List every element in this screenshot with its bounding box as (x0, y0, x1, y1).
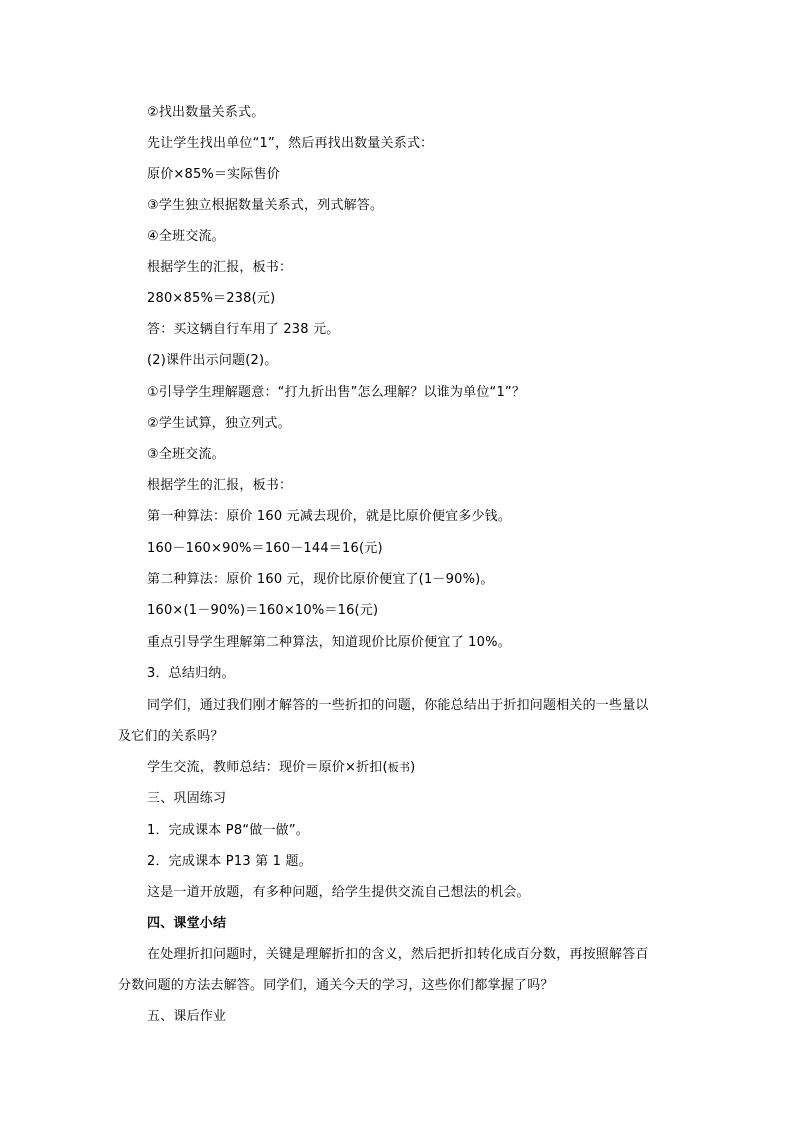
text-line: 分数问题的方法去解答。同学们，通关今天的学习，这些你们都掌握了吗？ (118, 978, 554, 993)
text-line: 根据学生的汇报，板书： (147, 260, 293, 275)
text-line: ②学生试算，独立列式。 (147, 416, 291, 431)
text-line: 答：买这辆自行车用了 238 元。 (147, 322, 340, 337)
text-line: 及它们的关系吗？ (118, 729, 224, 744)
text-line: 这是一道开放题，有多种问题，给学生提供交流自己想法的机会。 (147, 885, 530, 900)
text-line: 2．完成课本 P13 第 1 题。 (147, 854, 312, 869)
text-line: 原价×85%＝实际售价 (147, 167, 280, 182)
text-line: 同学们，通过我们刚才解答的一些折扣的问题，你能总结出于折扣问题相关的一些量以 (147, 698, 649, 713)
text-line (147, 759, 415, 777)
text-line: 160－160×90%＝160－144＝16(元) (147, 541, 383, 556)
text-line: 第一种算法：原价 160 元减去现价，就是比原价便宜多少钱。 (147, 509, 512, 524)
text-line: 280×85%＝238(元) (147, 291, 276, 306)
text-line: 根据学生的汇报，板书： (147, 478, 293, 493)
text-line: ③全班交流。 (147, 447, 225, 462)
text-line: 3．总结归纳。 (147, 666, 235, 681)
text-line: 重点引导学生理解第二种算法，知道现价比原价便宜了 10%。 (147, 635, 511, 650)
section-heading: 五、课后作业 (147, 1009, 227, 1024)
text-line: 第二种算法：原价 160 元，现价比原价便宜了(1－90%)。 (147, 572, 494, 587)
section-heading: 四、课堂小结 (147, 916, 227, 931)
teacher-summary-text: 学生交流，教师总结：现价＝原价×折扣( (147, 760, 388, 775)
closing-parenthesis: ) (410, 760, 416, 775)
text-line: 在处理折扣问题时，关键是理解折扣的含义，然后把折扣转化成百分数，再按照解答百 (147, 947, 649, 962)
text-line: 1．完成课本 P8“做一做”。 (147, 823, 309, 838)
text-line: ②找出数量关系式。 (147, 105, 265, 120)
text-line: 160×(1－90%)＝160×10%＝16(元) (147, 603, 379, 618)
text-line: 先让学生找出单位“1”，然后再找出数量关系式： (147, 136, 434, 151)
text-line: ④全班交流。 (147, 229, 225, 244)
board-note: 板书 (387, 761, 411, 774)
text-line: ③学生独立根据数量关系式，列式解答。 (147, 198, 384, 213)
text-line: ①引导学生理解题意：“打九折出售”怎么理解？以谁为单位“1”？ (147, 385, 526, 400)
text-line: (2)课件出示问题(2)。 (147, 353, 278, 368)
section-heading: 三、巩固练习 (147, 791, 227, 806)
